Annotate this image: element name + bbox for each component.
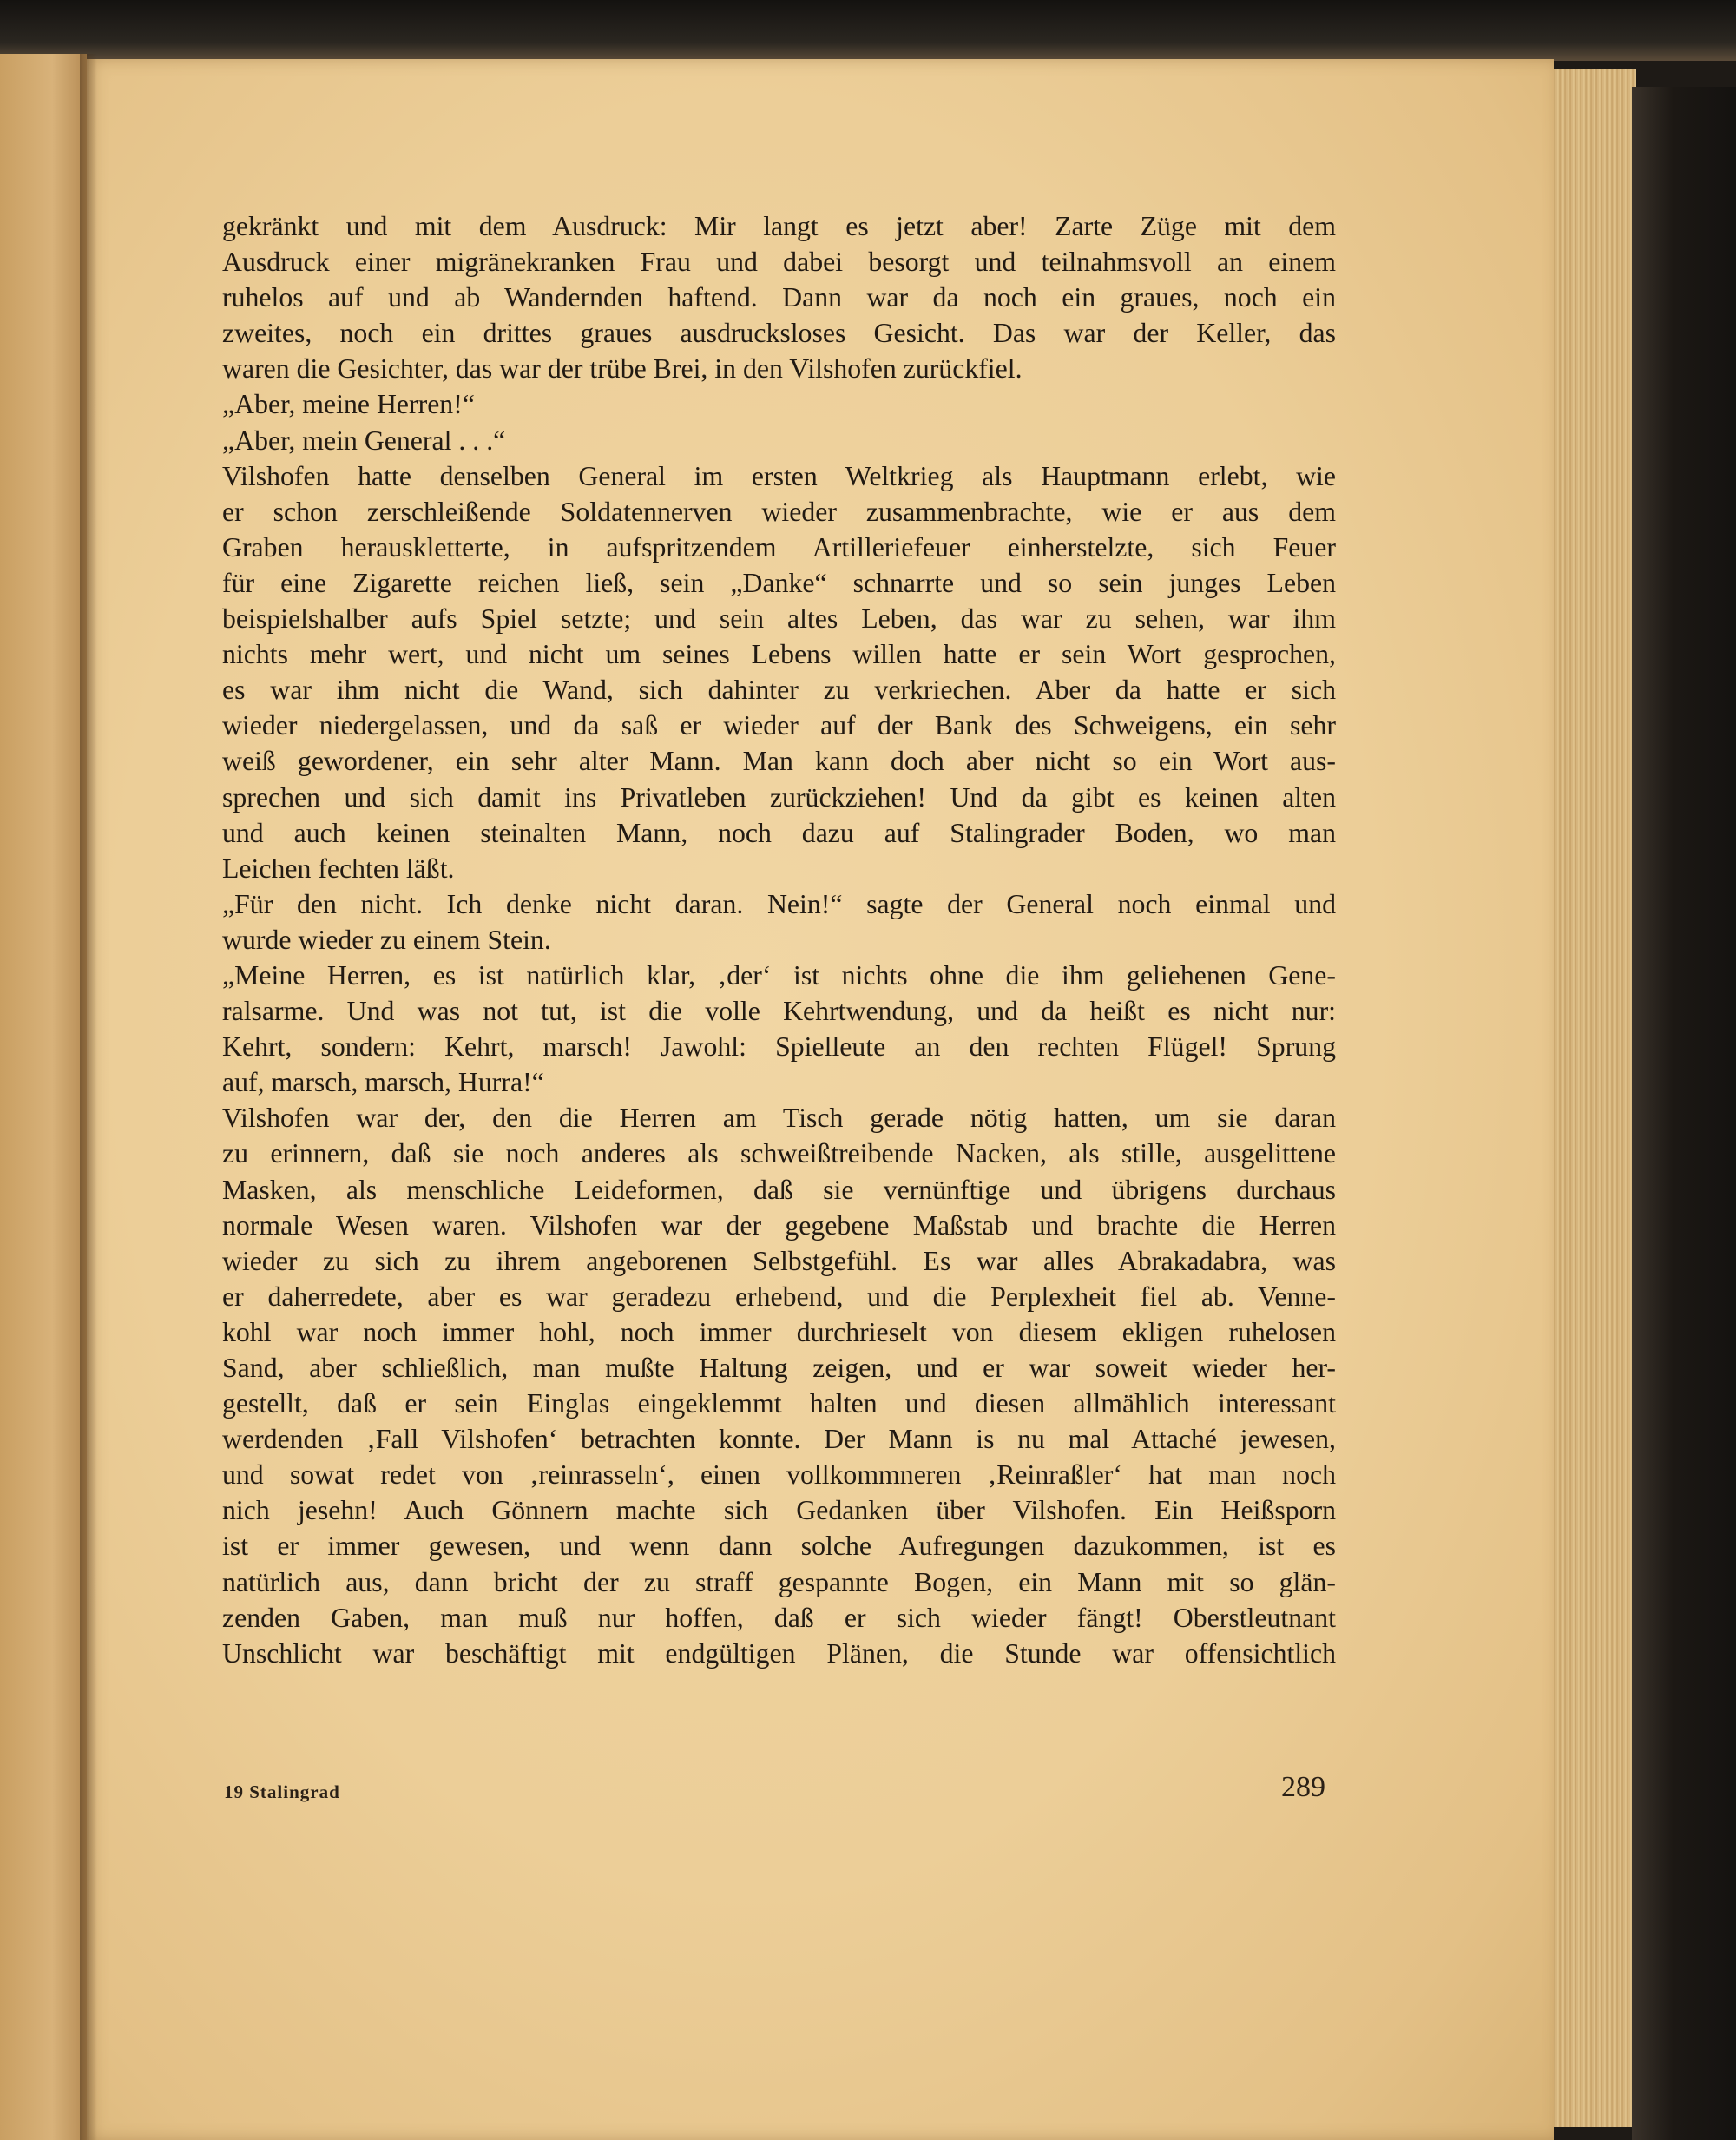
text-line: Masken, als menschliche Leideformen, daß sie vernünftige und übrigens durchaus: [222, 1174, 1336, 1205]
text-line: und auch keinen steinalten Mann, noch dazu auf Stalingrader Boden, wo man: [222, 817, 1336, 848]
text-line: Ausdruck einer migränekranken Frau und dabei besorgt und teilnahmsvoll an einem: [222, 247, 1336, 278]
text-line: normale Wesen waren. Vilshofen war der gegebene Maßstab und brachte die Herren: [222, 1209, 1336, 1241]
text-line: „Aber, meine Herren!“: [222, 389, 475, 420]
text-line: zenden Gaben, man muß nur hoffen, daß er sich wieder fängt! Oberstleutnant: [222, 1602, 1336, 1633]
text-line: sprechen und sich damit ins Privatleben zurückziehen! Und da gibt es keinen alten: [222, 781, 1336, 813]
text-line: zu erinnern, daß sie noch anderes als schweißtreibende Nacken, als stille, ausgelittene: [222, 1138, 1336, 1169]
text-line: gestellt, daß er sein Einglas eingeklemmt halten und diesen allmählich interessant: [222, 1388, 1336, 1419]
text-line: Kehrt, sondern: Kehrt, marsch! Jawohl: Spielleute an den rechten Flügel! Sprung: [222, 1031, 1336, 1063]
text-line: „Für den nicht. Ich denke nicht daran. Nein!“ sagte der General noch einmal und: [222, 888, 1336, 919]
text-line: waren die Gesichter, das war der trübe Brei, in den Vilshofen zurückfiel.: [222, 353, 1023, 385]
text-line: Vilshofen hatte denselben General im ersten Weltkrieg als Hauptmann erlebt, wie: [222, 460, 1336, 491]
text-line: Sand, aber schließlich, man mußte Haltung zeigen, und er war soweit wieder her-: [222, 1353, 1336, 1383]
page-block-stack: [1541, 69, 1636, 2127]
text-line: nichts mehr wert, und nicht um seines Lebens willen hatte er sein Wort gesprochen,: [222, 639, 1336, 670]
text-line: natürlich aus, dann bricht der zu straff gespannte Bogen, ein Mann mit so glän-: [222, 1566, 1336, 1597]
text-line: ralsarme. Und was not tut, ist die volle Kehrtwendung, und da heißt es nicht nur:: [222, 996, 1336, 1027]
text-line: Leichen fechten läßt.: [222, 853, 455, 884]
text-line: ist er immer gewesen, und wenn dann solche Aufregungen dazukommen, ist es: [222, 1531, 1336, 1562]
text-line: wurde wieder zu einem Stein.: [222, 924, 551, 955]
text-line: wieder niedergelassen, und da saß er wieder auf der Bank des Schweigens, ein sehr: [222, 710, 1336, 741]
text-line: nich jesehn! Auch Gönnern machte sich Gedanken über Vilshofen. Ein Heißsporn: [222, 1495, 1336, 1526]
text-line: und sowat redet von ‚reinrasseln‘, einen vollkommneren ‚Reinraßler‘ hat man noch: [222, 1459, 1336, 1491]
text-line: Unschlicht war beschäftigt mit endgültigen Plänen, die Stunde war offensichtlich: [222, 1637, 1336, 1669]
text-line: kohl war noch immer hohl, noch immer durchrieselt von diesem ekligen ruhelosen: [222, 1316, 1336, 1347]
text-line: Graben herauskletterte, in aufspritzendem Artilleriefeuer einherstelzte, sich Feuer: [222, 531, 1336, 563]
body-text: [222, 208, 1336, 1671]
gutter-shadow: [80, 54, 97, 2140]
cover-edge: [1632, 87, 1736, 2140]
text-line: ruhelos auf und ab Wandernden haftend. Dann war da noch ein graues, noch ein: [222, 282, 1336, 313]
text-line: es war ihm nicht die Wand, sich dahinter zu verkriechen. Aber da hatte er sich: [222, 675, 1336, 706]
previous-page-edge: [0, 54, 87, 2140]
text-line: beispielshalber aufs Spiel setzte; und sein altes Leben, das war zu sehen, war ihm: [222, 603, 1336, 635]
text-line: „Aber, mein General . . .“: [222, 425, 506, 456]
text-line: gekränkt und mit dem Ausdruck: Mir langt es jetzt aber! Zarte Züge mit dem: [222, 211, 1336, 241]
text-line: zweites, noch ein drittes graues ausdrucksloses Gesicht. Das war der Keller, das: [222, 318, 1336, 349]
page-number: 289: [1281, 1771, 1325, 1803]
text-line: „Meine Herren, es ist natürlich klar, ‚der‘ ist nichts ohne die ihm geliehenen Gene-: [222, 959, 1336, 991]
text-line: Vilshofen war der, den die Herren am Tisch gerade nötig hatten, um sie daran: [222, 1103, 1336, 1134]
text-line: wieder zu sich zu ihrem angeborenen Selbstgefühl. Es war alles Abrakadabra, was: [222, 1245, 1336, 1276]
text-line: er daherredete, aber es war geradezu erhebend, und die Perplexheit fiel ab. Venne-: [222, 1281, 1336, 1312]
signature-mark: 19 Stalingrad: [224, 1781, 340, 1802]
text-line: er schon zerschleißende Soldatennerven wieder zusammenbrachte, wie er aus dem: [222, 496, 1336, 527]
binding-top-edge: [0, 0, 1736, 61]
text-line: weiß gewordener, ein sehr alter Mann. Man kann doch aber nicht so ein Wort aus-: [222, 746, 1336, 777]
text-line: werdenden ‚Fall Vilshofen‘ betrachten konnte. Der Mann is nu mal Attaché jewesen,: [222, 1424, 1336, 1455]
text-line: für eine Zigarette reichen ließ, sein „Danke“ schnarrte und so sein junges Leben: [222, 567, 1336, 598]
text-line: auf, marsch, marsch, Hurra!“: [222, 1067, 544, 1098]
